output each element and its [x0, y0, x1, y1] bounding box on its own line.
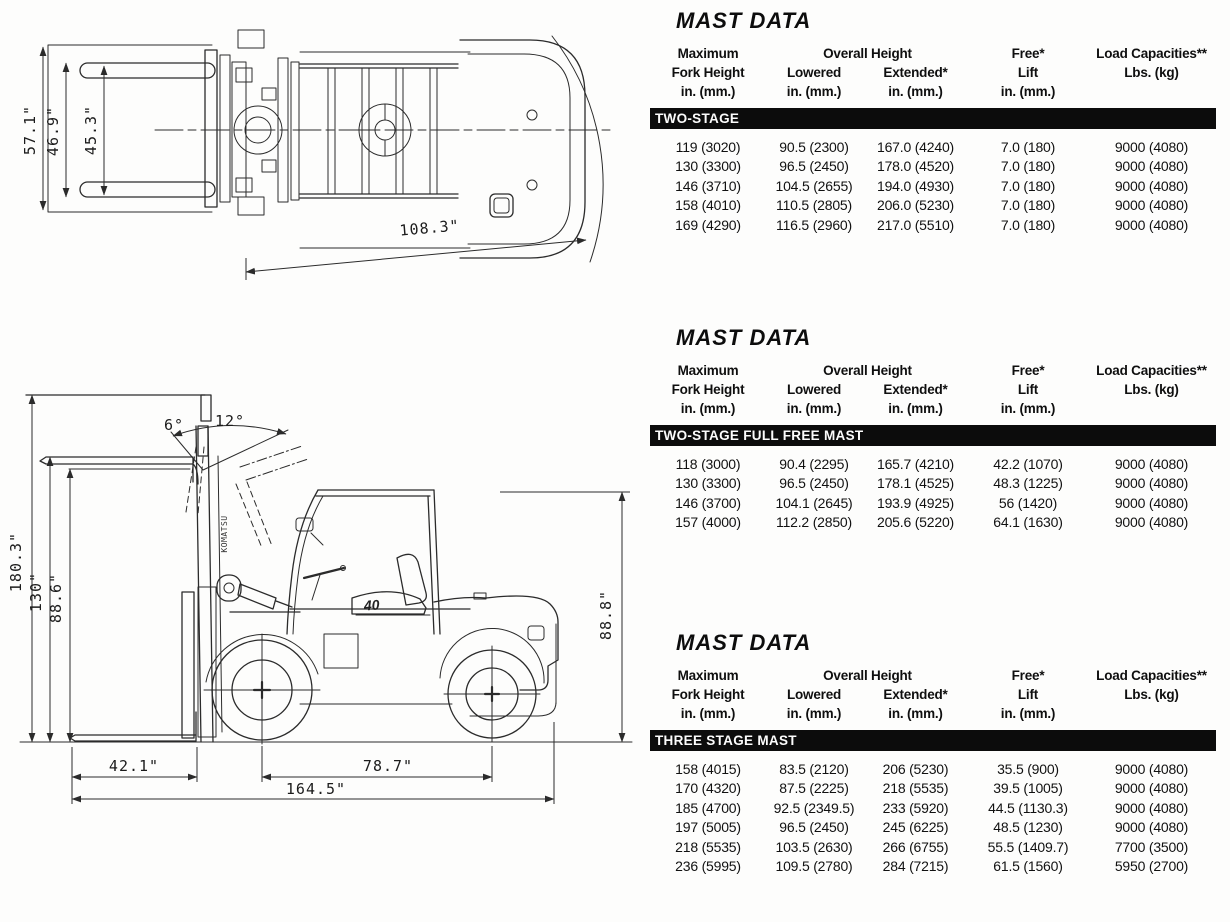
- side-view-wheels: [204, 634, 540, 744]
- dim-label-tilt-forward: 6°: [163, 416, 185, 434]
- model-label: 40: [363, 596, 380, 614]
- header-line: in. (mm.): [680, 706, 736, 721]
- table-cell: 9000 (4080): [1114, 761, 1189, 777]
- table-cell: 87.5 (2225): [779, 780, 849, 797]
- table-row: [650, 857, 1216, 876]
- header-line: Lbs. (kg): [1124, 382, 1179, 397]
- header-group-overall-height: Overall Height: [823, 668, 912, 683]
- table-cell: 7.0 (180): [1000, 197, 1056, 214]
- dim-label-wheelbase: 78.7": [362, 757, 414, 775]
- mast-data-table-three-stage: [650, 630, 1216, 876]
- table-cell: 266 (6755): [882, 838, 949, 855]
- table-cell: 104.1 (2645): [775, 494, 853, 511]
- table-cell: 9000 (4080): [1114, 494, 1189, 511]
- table-cell: 206 (5230): [882, 761, 949, 777]
- section-bar-label: TWO-STAGE: [655, 111, 740, 126]
- forklift-side-view-diagram: [0, 372, 645, 817]
- table-cell: 218 (5535): [882, 780, 949, 797]
- table-row: [650, 494, 1216, 513]
- table-cell: 178.0 (4520): [877, 158, 954, 175]
- header-line: Extended*: [883, 65, 948, 80]
- side-view-backrest-forks: [70, 587, 216, 741]
- header-line: Fork Height: [671, 687, 745, 702]
- table-cell: 118 (3000): [675, 456, 741, 472]
- dim-label-max-height: 180.3": [7, 531, 25, 593]
- table-cell: 165.7 (4210): [877, 456, 954, 472]
- header-group-overall-height: Overall Height: [823, 363, 912, 378]
- dim-label-fork-height: 130": [27, 571, 45, 613]
- table-cell: 146 (3710): [675, 177, 741, 194]
- header-line: in. (mm.): [786, 401, 842, 416]
- table-row: [650, 799, 1216, 818]
- table-cell: 90.5 (2300): [779, 139, 849, 155]
- table-row: [650, 157, 1216, 176]
- table-cell: 245 (6225): [882, 819, 949, 836]
- header-line: in. (mm.): [680, 84, 736, 99]
- table-cell: 64.1 (1630): [993, 514, 1063, 531]
- table-cell: 167.0 (4240): [877, 139, 954, 155]
- table-cell: 7.0 (180): [1000, 177, 1056, 194]
- dim-label-overall-width: 57.1": [21, 104, 39, 156]
- table-row: [650, 513, 1216, 532]
- table-row: [650, 216, 1216, 235]
- side-view-mast: [26, 395, 229, 742]
- table-cell: 96.5 (2450): [779, 819, 849, 836]
- header-col-fork-height: [650, 361, 766, 418]
- table-cell: 9000 (4080): [1114, 177, 1189, 194]
- table-cell: 7.0 (180): [1000, 216, 1056, 233]
- table-cell: 109.5 (2780): [775, 858, 853, 875]
- header-line: Maximum: [677, 668, 739, 683]
- table-row: [650, 177, 1216, 196]
- dim-label-inner-width: 46.9": [44, 105, 62, 157]
- header-line: Free*: [1011, 668, 1045, 683]
- side-view-guard-height-dimension: [500, 492, 630, 742]
- header-line: Lbs. (kg): [1124, 687, 1179, 702]
- header-line: Extended*: [883, 382, 948, 397]
- table-cell: 9000 (4080): [1114, 475, 1189, 492]
- table-header: [650, 361, 1216, 418]
- table-cell: 157 (4000): [675, 514, 741, 531]
- section-bar: [650, 108, 1216, 129]
- table-rows: [650, 760, 1216, 876]
- header-line: in. (mm.): [888, 706, 943, 721]
- header-line: Lowered: [786, 65, 842, 80]
- table-row: [650, 138, 1216, 157]
- table-cell: 48.5 (1230): [993, 819, 1063, 836]
- header-line: Maximum: [677, 363, 739, 378]
- table-row: [650, 455, 1216, 474]
- table-row: [650, 779, 1216, 798]
- header-line: in. (mm.): [1000, 84, 1056, 99]
- top-view-carriage: [205, 50, 299, 207]
- header-line: Lift: [1017, 687, 1039, 702]
- top-view-counterweight: [460, 40, 585, 258]
- table-cell: 170 (4320): [675, 780, 741, 797]
- header-line: in. (mm.): [786, 706, 842, 721]
- table-cell: 233 (5920): [882, 799, 949, 816]
- header-col-load-capacity: [1087, 361, 1216, 418]
- header-line: Fork Height: [671, 65, 745, 80]
- section-bar-label: THREE STAGE MAST: [655, 733, 797, 748]
- table-cell: 112.2 (2850): [776, 514, 852, 531]
- header-col-load-capacity: [1087, 44, 1216, 101]
- dim-label-fork-spread: 45.3": [82, 104, 100, 156]
- table-cell: 56 (1420): [998, 494, 1058, 511]
- table-cell: 5950 (2700): [1114, 858, 1189, 875]
- header-line: Load Capacities**: [1096, 46, 1207, 61]
- table-cell: 9000 (4080): [1114, 514, 1189, 531]
- table-cell: 236 (5995): [675, 858, 741, 875]
- table-cell: 169 (4290): [675, 216, 741, 233]
- table-cell: 9000 (4080): [1114, 799, 1189, 816]
- mast-data-table-two-stage-full-free: [650, 325, 1216, 533]
- dim-label-overall-length: 164.5": [285, 780, 347, 798]
- table-cell: 44.5 (1130.3): [988, 799, 1068, 816]
- side-view-tilt-angles: [164, 412, 308, 548]
- dim-label-fork-length: 42.1": [108, 757, 160, 775]
- header-col-fork-height: [650, 44, 766, 101]
- header-group-overall-height: Overall Height: [823, 46, 912, 61]
- header-col-free-lift: [969, 44, 1087, 101]
- forklift-side-view-drawing: [0, 372, 645, 817]
- header-line: Lift: [1017, 382, 1039, 397]
- table-cell: 104.5 (2655): [775, 177, 853, 194]
- table-cell: 9000 (4080): [1114, 456, 1189, 472]
- top-view-turning-radius: [246, 36, 603, 280]
- table-title: MAST DATA: [676, 629, 812, 656]
- table-cell: 96.5 (2450): [779, 475, 849, 492]
- table-cell: 9000 (4080): [1114, 216, 1189, 233]
- header-line: Free*: [1011, 363, 1045, 378]
- brand-label: KOMATSU: [220, 515, 229, 553]
- table-cell: 9000 (4080): [1114, 158, 1189, 175]
- section-bar: [650, 730, 1216, 751]
- header-line: in. (mm.): [680, 401, 736, 416]
- table-row: [650, 196, 1216, 215]
- table-cell: 158 (4010): [675, 197, 741, 214]
- table-row: [650, 474, 1216, 493]
- table-title: MAST DATA: [676, 7, 812, 34]
- header-line: Extended*: [883, 687, 948, 702]
- table-cell: 217.0 (5510): [877, 216, 954, 233]
- side-view-body: [206, 593, 558, 716]
- table-cell: 146 (3700): [675, 494, 741, 511]
- table-cell: 158 (4015): [675, 761, 741, 777]
- table-cell: 9000 (4080): [1114, 780, 1189, 797]
- table-cell: 205.6 (5220): [877, 514, 954, 531]
- dim-label-turning-radius: 108.3": [398, 216, 461, 240]
- table-rows: [650, 455, 1216, 533]
- table-cell: 35.5 (900): [997, 761, 1059, 777]
- side-view-tilt-cylinder: [217, 575, 292, 609]
- table-cell: 284 (7215): [882, 858, 949, 875]
- table-cell: 9000 (4080): [1114, 819, 1189, 836]
- header-line: Lift: [1017, 65, 1039, 80]
- table-cell: 218 (5535): [675, 838, 741, 855]
- table-title: MAST DATA: [676, 324, 812, 351]
- dim-label-guard-height: 88.8": [597, 589, 615, 641]
- header-line: Lowered: [786, 382, 842, 397]
- table-cell: 83.5 (2120): [779, 761, 849, 777]
- header-line: Maximum: [677, 46, 739, 61]
- forklift-top-view-diagram: [0, 0, 645, 300]
- table-cell: 110.5 (2805): [776, 197, 852, 214]
- header-col-load-capacity: [1087, 666, 1216, 723]
- table-cell: 206.0 (5230): [877, 197, 954, 214]
- section-bar: [650, 425, 1216, 446]
- dim-label-lowered-height: 88.6": [47, 572, 65, 624]
- table-cell: 55.5 (1409.7): [987, 838, 1069, 855]
- table-cell: 185 (4700): [675, 799, 741, 816]
- table-cell: 116.5 (2960): [776, 216, 852, 233]
- header-line: Lbs. (kg): [1124, 65, 1179, 80]
- header-col-fork-height: [650, 666, 766, 723]
- table-row: [650, 818, 1216, 837]
- table-cell: 39.5 (1005): [993, 780, 1063, 797]
- header-line: in. (mm.): [1000, 401, 1056, 416]
- table-cell: 7.0 (180): [1000, 139, 1056, 155]
- header-line: Load Capacities**: [1096, 363, 1207, 378]
- table-cell: 197 (5005): [675, 819, 741, 836]
- table-header: [650, 44, 1216, 101]
- header-line: in. (mm.): [1000, 706, 1056, 721]
- table-cell: 194.0 (4930): [877, 177, 954, 194]
- side-view-height-dimensions: [7, 395, 70, 742]
- header-line: in. (mm.): [786, 84, 842, 99]
- header-line: Lowered: [786, 687, 842, 702]
- side-view-length-dimensions: [72, 722, 554, 804]
- table-cell: 90.4 (2295): [779, 456, 849, 472]
- top-view-width-dimensions: [21, 47, 104, 210]
- header-line: Fork Height: [671, 382, 745, 397]
- table-row: [650, 760, 1216, 779]
- dim-label-tilt-backward: 12°: [214, 412, 246, 430]
- table-cell: 48.3 (1225): [993, 475, 1063, 492]
- forklift-top-view-drawing: [0, 0, 645, 300]
- table-rows: [650, 138, 1216, 235]
- mast-data-table-two-stage: [650, 8, 1216, 235]
- table-cell: 178.1 (4525): [877, 475, 954, 492]
- header-line: in. (mm.): [888, 401, 943, 416]
- table-cell: 7700 (3500): [1114, 838, 1189, 855]
- header-col-free-lift: [969, 361, 1087, 418]
- header-line: Load Capacities**: [1096, 668, 1207, 683]
- header-line: in. (mm.): [888, 84, 943, 99]
- table-cell: 61.5 (1560): [993, 858, 1063, 875]
- header-col-free-lift: [969, 666, 1087, 723]
- table-cell: 96.5 (2450): [779, 158, 849, 175]
- table-cell: 193.9 (4925): [877, 494, 954, 511]
- table-cell: 130 (3300): [675, 475, 741, 492]
- table-cell: 9000 (4080): [1114, 197, 1189, 214]
- table-cell: 103.5 (2630): [775, 838, 853, 855]
- table-cell: 7.0 (180): [1000, 158, 1056, 175]
- table-header: [650, 666, 1216, 723]
- table-cell: 119 (3020): [675, 139, 741, 155]
- table-cell: 42.2 (1070): [993, 456, 1063, 472]
- table-row: [650, 838, 1216, 857]
- table-cell: 9000 (4080): [1114, 139, 1189, 155]
- section-bar-label: TWO-STAGE FULL FREE MAST: [655, 428, 864, 443]
- table-cell: 130 (3300): [675, 158, 741, 175]
- header-line: Free*: [1011, 46, 1045, 61]
- table-cell: 92.5 (2349.5): [773, 799, 855, 816]
